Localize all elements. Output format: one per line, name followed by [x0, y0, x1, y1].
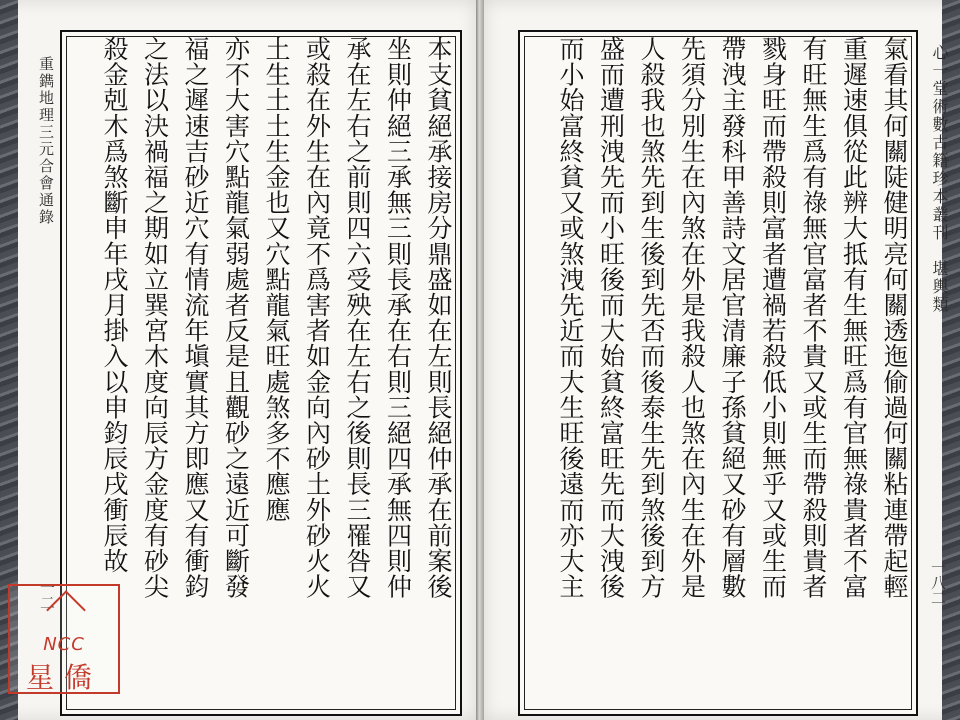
text-column: 重遲速俱從此辨大抵有生無旺爲有官無祿貴者不富 — [839, 36, 869, 600]
text-column: 戮身旺而帶殺則富者遭禍若殺低小則無乎又或生而 — [758, 36, 788, 600]
seal-top-text: NCC — [43, 634, 85, 655]
text-column: 坐則仲絕三承無三則長承在右則三絕四承無四則仲 — [383, 36, 413, 600]
text-column: 有旺無生爲有祿無官富者不貴又或生而帶殺則貴者 — [799, 36, 828, 600]
text-column: 殺金剋木爲煞斷申年戌月掛入以申鈞辰戌衝辰故 — [100, 36, 129, 574]
left-page-number: 一二 — [38, 580, 56, 610]
text-column: 亦不大害穴點龍氣弱處者反是且觀砂之遠近可斷發 — [221, 36, 251, 600]
left-margin-title: 重鐫地理三元合會通錄 — [37, 56, 55, 226]
text-column: 先須分別生在內煞在外是我殺人也煞在內生在外是 — [677, 36, 707, 600]
text-column: 福之遲速吉砂近穴有情流年塡實其方即應又有衝鈞 — [181, 36, 210, 600]
text-column: 人殺我也煞先到生後到先否而後泰生先到煞後到方 — [637, 36, 666, 600]
seal-bottom-text: 星僑 — [25, 661, 102, 694]
right-page-text — [524, 36, 914, 714]
text-column: 而小始富終貧又或煞洩先近而大生旺後遠而亦大主 — [556, 36, 585, 600]
book-gutter — [476, 0, 484, 720]
text-column: 帶洩主發科甲善詩文居官清廉子孫貧絕又砂有層數 — [718, 36, 747, 600]
text-column: 或殺在外生在內竟不爲害者如金向內砂土外砂火火 — [302, 36, 332, 600]
text-column: 氣看其何關陡健明亮何關透迤偷過何關粘連帶起輕 — [880, 36, 909, 600]
right-margin-title: 心一堂術數古籍珍本叢刊 堪輿類 — [930, 44, 949, 314]
seal-roof-icon — [46, 590, 86, 630]
text-column: 之法以決禍福之期如立巽宮木度向辰方金度有砂尖 — [140, 36, 170, 600]
text-column: 承在左右之前則四六受殃在左右之後則長三罹咎又 — [343, 36, 372, 600]
red-seal-watermark — [8, 584, 120, 694]
text-column: 本支貧絕承接房分鼎盛如在左則長絕仲承在前案後 — [424, 36, 453, 600]
right-page-number: 一八二 — [929, 560, 947, 605]
text-column: 土生土土生金也又穴點龍氣旺處煞多不應應 — [262, 36, 291, 523]
text-column: 盛而遭刑洩先而小旺後而大始貧終富旺先而大洩後 — [596, 36, 626, 600]
left-page-text — [66, 36, 458, 714]
